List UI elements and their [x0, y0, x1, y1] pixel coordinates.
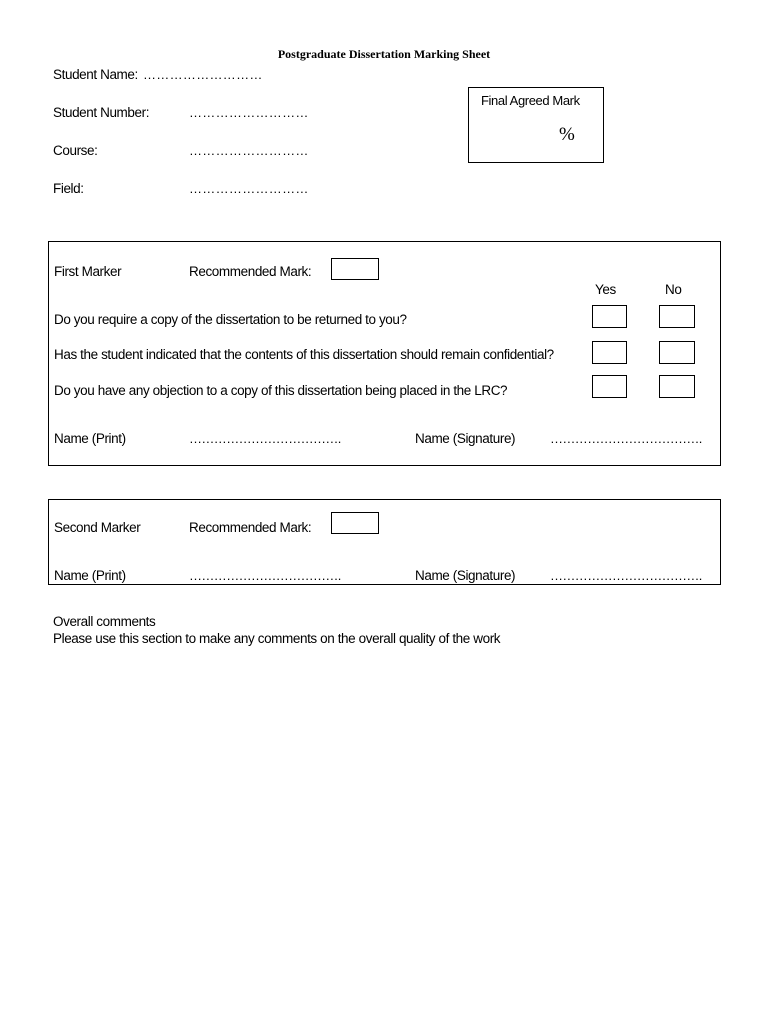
overall-comments-heading: Overall comments: [53, 614, 156, 629]
return-copy-no-checkbox[interactable]: [659, 305, 695, 328]
no-column-label: No: [665, 282, 682, 297]
second-marker-label: Second Marker: [54, 520, 141, 535]
field-field[interactable]: ………………………: [189, 181, 309, 196]
yes-column-label: Yes: [595, 282, 616, 297]
student-number-label: Student Number:: [53, 105, 150, 120]
lrc-objection-yes-checkbox[interactable]: [592, 375, 627, 398]
second-recommended-mark-input[interactable]: [331, 512, 379, 534]
confidential-yes-checkbox[interactable]: [592, 341, 627, 364]
question-lrc-objection: Do you have any objection to a copy of this dissertation being placed in the LRC?: [54, 383, 508, 398]
student-name-field[interactable]: ………………………: [143, 67, 263, 82]
final-agreed-mark-label: Final Agreed Mark: [481, 93, 580, 108]
final-agreed-mark-box[interactable]: [468, 87, 604, 163]
first-name-print-label: Name (Print): [54, 431, 126, 446]
first-marker-section: [48, 241, 721, 466]
overall-comments-instruction: Please use this section to make any comments on the overall quality of the work: [53, 631, 501, 646]
question-confidential: Has the student indicated that the contents of this dissertation should remain confidential?: [54, 347, 554, 362]
confidential-no-checkbox[interactable]: [659, 341, 695, 364]
first-marker-label: First Marker: [54, 264, 122, 279]
first-recommended-mark-input[interactable]: [331, 258, 379, 280]
student-name-label: Student Name:: [53, 67, 138, 82]
first-name-print-field[interactable]: ……………………………….: [189, 431, 341, 446]
overall-comments-area[interactable]: [53, 652, 721, 992]
question-return-copy: Do you require a copy of the dissertation to be returned to you?: [54, 312, 407, 327]
field-label: Field:: [53, 181, 84, 196]
page-title: Postgraduate Dissertation Marking Sheet: [277, 47, 491, 61]
student-number-field[interactable]: ………………………: [189, 105, 309, 120]
first-name-signature-field[interactable]: ……………………………….: [550, 431, 702, 446]
second-name-signature-field[interactable]: ……………………………….: [550, 568, 702, 583]
second-name-print-field[interactable]: ……………………………….: [189, 568, 341, 583]
course-field[interactable]: ………………………: [189, 143, 309, 158]
return-copy-yes-checkbox[interactable]: [592, 305, 627, 328]
lrc-objection-no-checkbox[interactable]: [659, 375, 695, 398]
first-name-signature-label: Name (Signature): [415, 431, 516, 446]
second-recommended-mark-label: Recommended Mark:: [189, 520, 312, 535]
percent-sign: %: [559, 124, 575, 145]
second-name-print-label: Name (Print): [54, 568, 126, 583]
second-name-signature-label: Name (Signature): [415, 568, 516, 583]
second-marker-section: [48, 499, 721, 585]
course-label: Course:: [53, 143, 98, 158]
first-recommended-mark-label: Recommended Mark:: [189, 264, 312, 279]
